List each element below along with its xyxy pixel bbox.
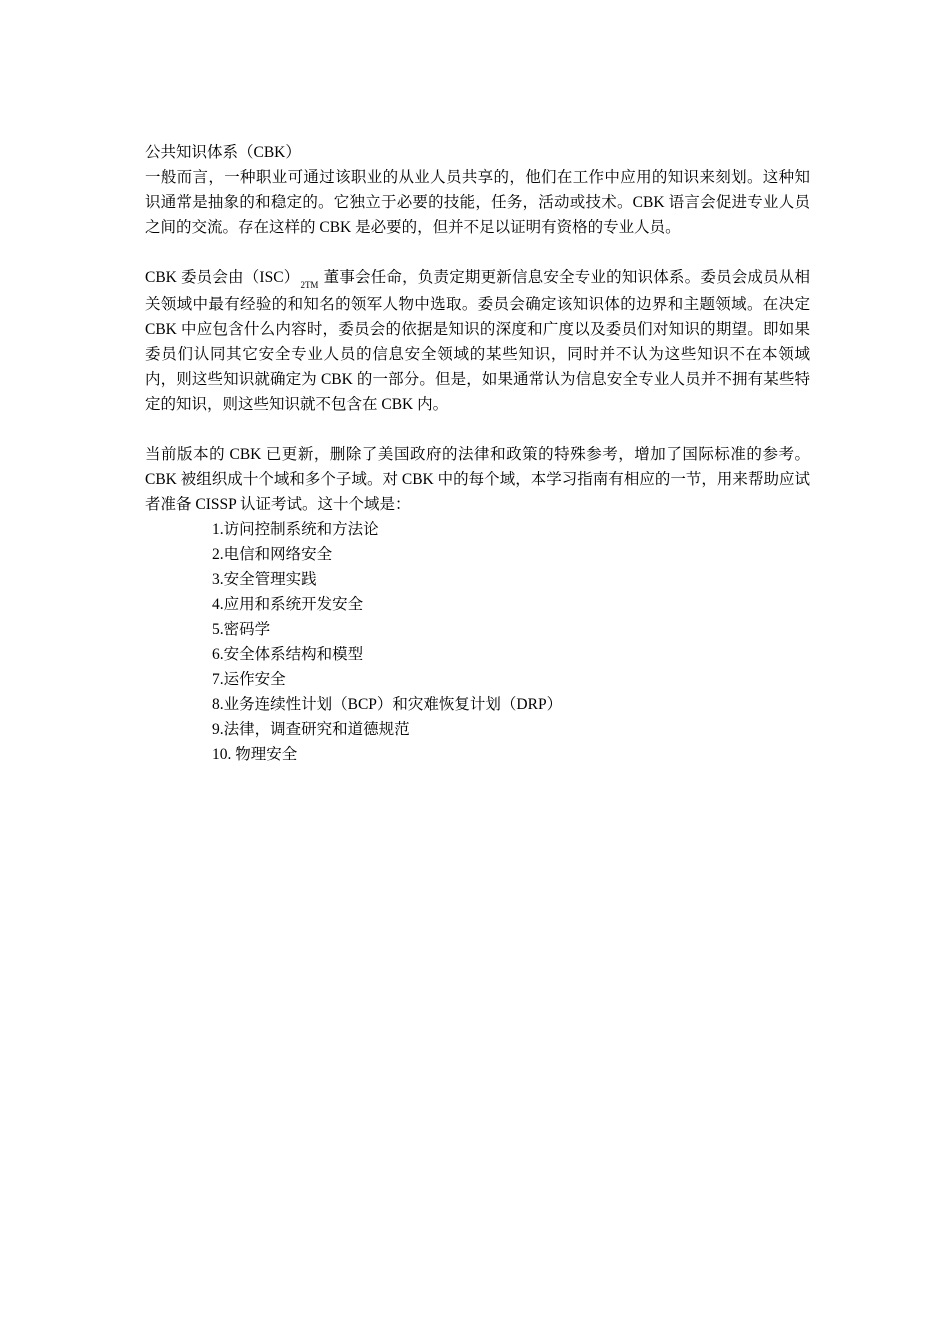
list-item: 1.访问控制系统和方法论 bbox=[212, 521, 379, 538]
list-item: 6.安全体系结构和模型 bbox=[212, 646, 364, 663]
document-title: 公共知识体系（CBK） bbox=[145, 144, 301, 161]
list-item: 9.法律，调查研究和道德规范 bbox=[212, 721, 410, 738]
list-item: 8.业务连续性计划（BCP）和灾难恢复计划（DRP） bbox=[212, 696, 563, 713]
list-item: 4.应用和系统开发安全 bbox=[212, 596, 364, 613]
domain-list bbox=[145, 517, 810, 767]
paragraph-1: 一般而言，一种职业可通过该职业的从业人员共享的，他们在工作中应用的知识来刻划。这种知识通常是抽象的和稳定的。它独立于必要的技能，任务，活动或技术。CBK 语言会促进专业人员之间的交流。存在这样的 CBK 是必要的，但并不足以证明有资格的专业人员。 bbox=[145, 169, 810, 236]
paragraph-2-body: 董事会任命，负责定期更新信息安全专业的知识体系。委员会成员从相关领域中最有经验的和知名的领军人物中选取。委员会确定该知识体的边界和主题领域。在决定 CBK 中应包含什么内容时，委员会的依据是知识的深度和广度以及委员们对知识的期望。即如果委员们认同其它安全专业人员的信息安全领域的某些知识，同时并不认为这些知识不在本领域内，则这些知识就确定为 CBK 的一部分。但是，如果通常认为信息安全专业人员并不拥有某些特定的知识，则这些知识就不包含在 CBK 内。 bbox=[145, 269, 810, 413]
document-page bbox=[145, 140, 810, 767]
paragraph-spacer bbox=[145, 240, 810, 265]
paragraph-2-prefix: CBK 委员会由（ISC） bbox=[145, 269, 300, 286]
list-item: 7.运作安全 bbox=[212, 671, 286, 688]
list-item: 2.电信和网络安全 bbox=[212, 546, 333, 563]
list-item: 5.密码学 bbox=[212, 621, 271, 638]
isc2-trademark-mark: 2TM bbox=[300, 280, 319, 290]
paragraph-3: 当前版本的 CBK 已更新，删除了美国政府的法律和政策的特殊参考，增加了国际标准的参考。CBK 被组织成十个域和多个子域。对 CBK 中的每个域，本学习指南有相应的一节，用来帮助应试者准备 CISSP 认证考试。这十个域是： bbox=[145, 446, 810, 513]
paragraph-2 bbox=[145, 265, 810, 417]
list-item: 10. 物理安全 bbox=[212, 746, 298, 763]
list-item: 3.安全管理实践 bbox=[212, 571, 317, 588]
paragraph-spacer bbox=[145, 417, 810, 442]
